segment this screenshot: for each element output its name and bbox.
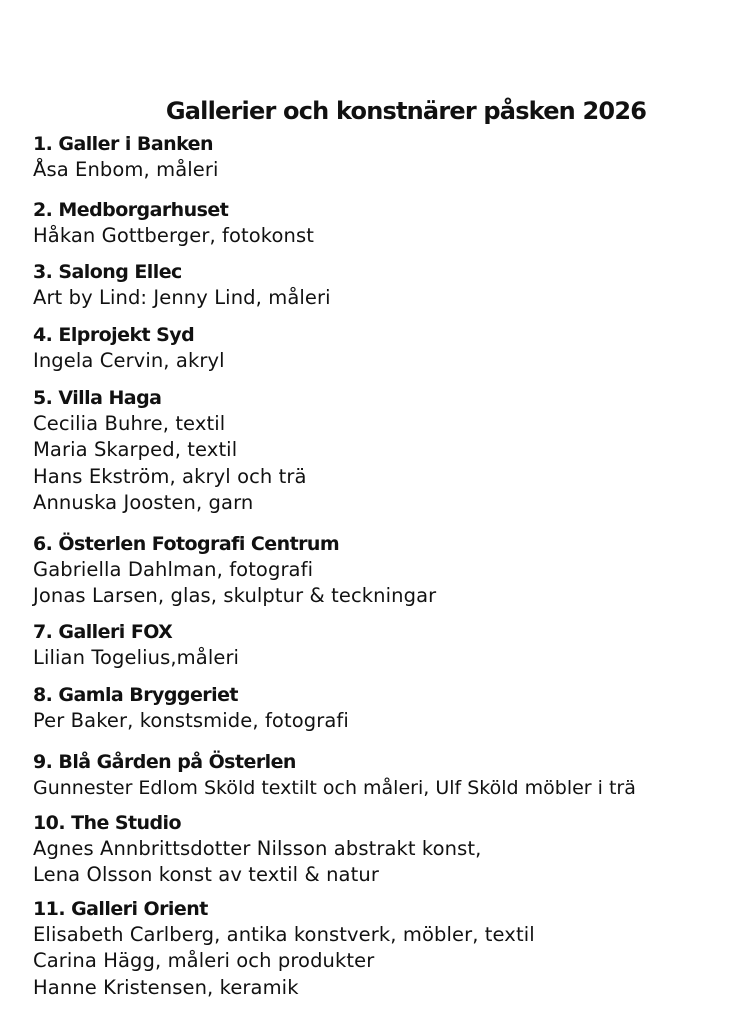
artist-line: Elisabeth Carlberg, antika konstverk, möbler, textil [33,923,535,946]
gallery-heading: 10. The Studio [33,812,182,834]
gallery-entry-4 [33,322,733,374]
gallery-heading: 1. Galler i Banken [33,133,213,155]
artist-line: Ingela Cervin, akryl [33,349,225,372]
artist-line: Håkan Gottberger, fotokonst [33,224,315,247]
gallery-entry-9 [33,749,733,801]
gallery-entry-1 [33,131,733,183]
gallery-entry-11 [33,896,733,1001]
artist-line: Lilian Togelius,måleri [33,646,240,669]
artist-line: Carina Hägg, måleri och produkter [33,949,375,973]
artist-line: Annuska Joosten, garn [33,490,254,514]
gallery-entry-2 [33,197,733,249]
artist-line: Hanne Kristensen, keramik [33,975,299,999]
gallery-entry-10 [33,810,733,889]
gallery-entry-6 [33,531,733,610]
gallery-entry-3 [33,259,733,311]
gallery-heading: 4. Elprojekt Syd [33,324,195,346]
artist-line: Lena Olsson konst av textil & natur [33,863,379,887]
artist-line: Agnes Annbrittsdotter Nilsson abstrakt konst, [33,837,482,860]
gallery-heading: 7. Galleri FOX [33,621,173,643]
artist-line: Art by Lind: Jenny Lind, måleri [33,286,331,309]
gallery-heading: 2. Medborgarhuset [33,199,229,221]
gallery-heading: 6. Österlen Fotografi Centrum [33,533,340,555]
page-title: Gallerier och konstnärer påsken 2026 [165,97,647,125]
artist-line: Gunnester Edlom Sköld textilt och måleri, Ulf Sköld möbler i trä [33,777,636,799]
artist-line: Jonas Larsen, glas, skulptur & teckningar [33,584,437,608]
artist-line: Maria Skarped, textil [33,438,238,462]
artist-line: Åsa Enbom, måleri [33,158,219,181]
artist-line: Hans Ekström, akryl och trä [33,464,307,488]
gallery-heading: 11. Galleri Orient [33,898,208,920]
gallery-heading: 3. Salong Ellec [33,261,182,283]
gallery-entry-7 [33,619,733,671]
artist-line: Gabriella Dahlman, fotografi [33,558,314,581]
gallery-entry-5 [33,385,733,516]
artist-line: Per Baker, konstsmide, fotografi [33,709,349,732]
gallery-heading: 5. Villa Haga [33,387,162,409]
gallery-entry-8 [33,682,733,734]
gallery-heading: 9. Blå Gården på Österlen [33,751,296,773]
gallery-heading: 8. Gamla Bryggeriet [33,684,238,706]
artist-line: Cecilia Buhre, textil [33,412,226,435]
